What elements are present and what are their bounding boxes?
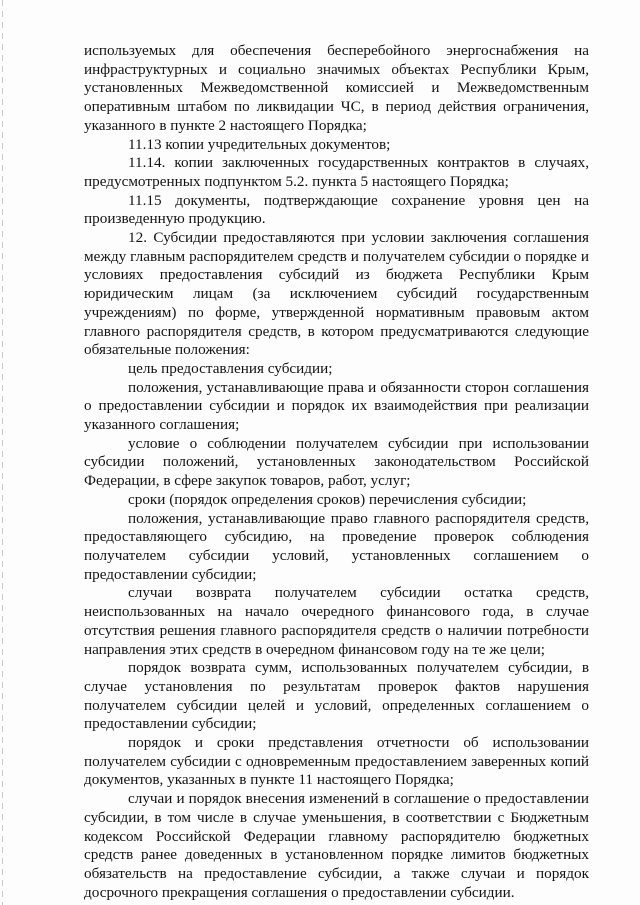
paragraph-rights-obligations: положения, устанавливающие права и обязанности сторон соглашения о предоставлении субсидии и порядок их взаимодействия при реализации указанного соглашения; bbox=[84, 378, 589, 434]
paragraph-return-procedure: порядок возврата сумм, использованных получателем субсидии, в случае установления по результатам проверок фактов нарушения получателем субсидии целей и условий, определенных соглашением о предоставлении субсидии; bbox=[84, 659, 589, 733]
paragraph-11-14: 11.14. копии заключенных государственных контрактов в случаях, предусмотренных подпунктом 5.2. пункта 5 настоящего Порядка; bbox=[84, 154, 589, 190]
paragraph-return-of-balance: случаи возврата получателем субсидии остатка средств, неиспользованных на начало очередного финансового года, в случае отсутствия решения главного распорядителя средств о наличии потребности направления этих средств в очередном финансовом году на те же цели; bbox=[84, 584, 589, 658]
paragraph-subsidy-purpose: цель предоставления субсидии; bbox=[128, 359, 333, 377]
paragraph-12: 12. Субсидии предоставляются при условии заключения соглашения между главным распорядителем средств и получателем субсидии о порядке и условиях предоставления субсидий из бюджета Республики Крым юридическим лицам (за исключением субсидий государственным учреждениям) по форме, утвержденной нормативным правовым актом главного распорядителя средств, в котором предусматриваются следующие обязательные положения: bbox=[84, 229, 589, 359]
paragraph-inspection-right: положения, устанавливающие право главного распорядителя средств, предоставляющего субсидию, на проведение проверок соблюдения получателем субсидии условий, установленных соглашением о предоставлении субсидии; bbox=[84, 509, 589, 583]
document-body bbox=[84, 42, 589, 902]
paragraph-transfer-terms: сроки (порядок определения сроков) перечисления субсидии; bbox=[128, 490, 527, 508]
paragraph-reporting: порядок и сроки представления отчетности об использовании получателем субсидии с одновременным предоставлением заверенных копий документов, указанных в пункте 11 настоящего Порядка; bbox=[84, 734, 589, 789]
paragraph-procurement-condition: условие о соблюдении получателем субсидии при использовании субсидии положений, установленных законодательством Российской Федерации, в сфере закупок товаров, работ, услуг; bbox=[84, 434, 589, 490]
paragraph-objects-list-end: используемых для обеспечения бесперебойного энергоснабжения на инфраструктурных и социально значимых объектах Республики Крым, установленных Межведомственной комиссией и Межведомственным оперативным штабом по ликвидации ЧС, в период действия ограничения, указанного в пункте 2 настоящего Порядка; bbox=[84, 42, 589, 134]
paragraph-11-13: 11.13 копии учредительных документов; bbox=[128, 135, 391, 153]
paragraph-11-15: 11.15 документы, подтверждающие сохранение уровня цен на произведенную продукцию. bbox=[84, 191, 589, 228]
paragraph-amendments: случаи и порядок внесения изменений в соглашение о предоставлении субсидии, в том числе в случае уменьшения, в соответствии с Бюджетным кодексом Российской Федерации главному распорядителю бюджетных средств ранее доведенных в установленном порядке лимитов бюджетных обязательств на предоставление субсидии, а также случаи и порядок досрочного прекращения соглашения о предоставлении субсидии. bbox=[84, 790, 589, 901]
scan-edge-line bbox=[2, 0, 3, 905]
